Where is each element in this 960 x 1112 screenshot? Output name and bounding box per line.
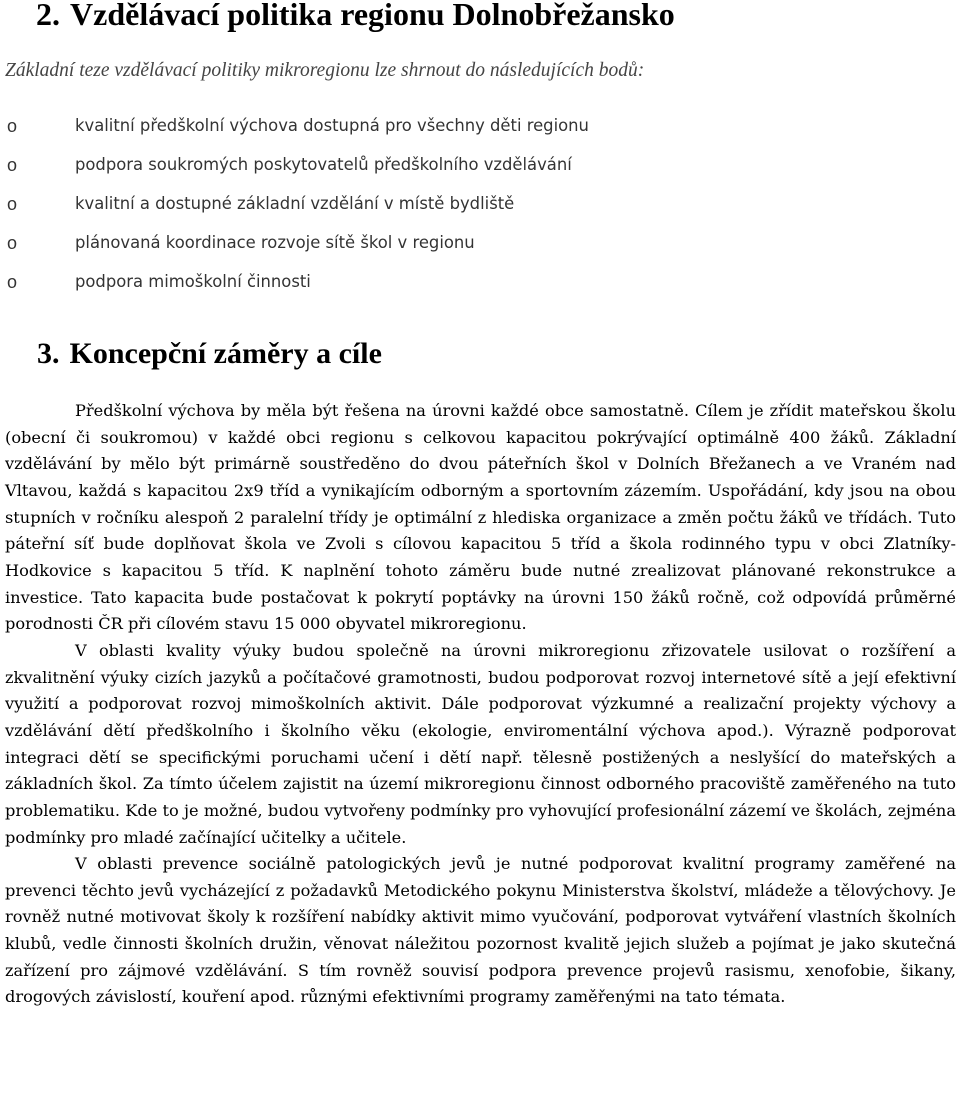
section-2-intro: Základní teze vzdělávací politiky mikroregionu lze shrnout do následujících bodů: <box>5 60 645 81</box>
bullet-marker: o <box>7 116 18 136</box>
list-item-text: podpora soukromých poskytovatelů předškolního vzdělávání <box>75 155 572 174</box>
bullet-marker: o <box>7 272 18 292</box>
list-item-text: podpora mimoškolní činnosti <box>75 272 311 291</box>
paragraph-prevention: V oblasti prevence sociálně patologických jevů je nutné podporovat kvalitní programy zaměřené na prevenci těchto jevů vycházející z požadavků Metodického pokynu Ministerstva školství, mládeže a tělovýchovy. Je rovněž nutné motivovat školy k rozšíření nabídky aktivit mimo vyučování, podporovat vytváření vlastních školních klubů, vedle činnosti školních družin, věnovat náležitou pozornost kvalitě jejich služeb a pojímat je jako skutečná zařízení pro zájmové vzdělávání. S tím rovněž souvisí podpora prevence projevů rasismu, xenofobie, šikany, drogových závislostí, kouření apod. různými efektivními programy zaměřenými na tato témata. <box>5 854 956 1007</box>
paragraph-quality: V oblasti kvality výuky budou společně na úrovni mikroregionu zřizovatele usilovat o rozšíření a zkvalitnění výuky cizích jazyků a počítačové gramotnosti, budou podporovat rozvoj internetové sítě a její efektivní využití a podporovat rozvoj mimoškolních aktivit. Dále podporovat výzkumné a realizační projekty výchovy a vzdělávání dětí předškolního i školního věku (ekologie, enviromentální výchova apod.). Výrazně podporovat integraci dětí se specifickými poruchami učení i dětí např. tělesně postižených a neslyšící do mateřských a základních škol. Za tímto účelem zajistit na území mikroregionu činnost odborného pracoviště zaměřeného na tuto problematiku. Kde to je možné, budou vytvořeny podmínky pro vyhovující profesionální zázemí ve školách, zejména podmínky pro mladé začínající učitelky a učitele. <box>5 640 956 847</box>
bullet-marker: o <box>7 155 18 175</box>
section-2-heading <box>36 0 675 32</box>
section-3-number: 3. <box>37 337 60 370</box>
section-2-title: Vzdělávací politika regionu Dolnobřežansko <box>70 0 675 32</box>
section-3-title: Koncepční záměry a cíle <box>69 337 382 370</box>
list-item-text: kvalitní předškolní výchova dostupná pro všechny děti regionu <box>75 116 589 135</box>
paragraph-preschool: Předškolní výchova by měla být řešena na úrovni každé obce samostatně. Cílem je zřídit mateřskou školu (obecní či soukromou) v každé obci regionu s celkovou kapacitou pokrývající optimálně 400 žáků. Základní vzdělávání by mělo být primárně soustředěno do dvou páteřních škol v Dolních Břežanech a ve Vraném nad Vltavou, každá s kapacitou 2x9 tříd a vynikajícím odborným a sportovním zázemím. Uspořádání, kdy jsou na obou stupních v ročníku alespoň 2 paralelní třídy je optimální z hlediska organizace a změn počtu žáků ve třídách. Tuto páteřní síť bude doplňovat škola ve Zvoli s cílovou kapacitou 5 tříd a škola rodinného typu v obci Zlatníky-Hodkovice s kapacitou 5 tříd. K naplnění tohoto záměru bude nutné zrealizovat plánované rekonstrukce a investice. Tato kapacita bude postačovat k pokrytí poptávky na úrovni 150 žáků ročně, což odpovídá průměrné porodnosti ČR při cílovém stavu 15 000 obyvatel mikroregionu. <box>5 401 956 634</box>
bullet-marker: o <box>7 194 18 214</box>
bullet-marker: o <box>7 233 18 253</box>
list-item-text: plánovaná koordinace rozvoje sítě škol v regionu <box>75 233 475 252</box>
section-3-body <box>5 398 956 1011</box>
section-2-number: 2. <box>36 0 60 32</box>
section-3-heading <box>37 334 382 374</box>
list-item-text: kvalitní a dostupné základní vzdělání v místě bydliště <box>75 194 515 213</box>
